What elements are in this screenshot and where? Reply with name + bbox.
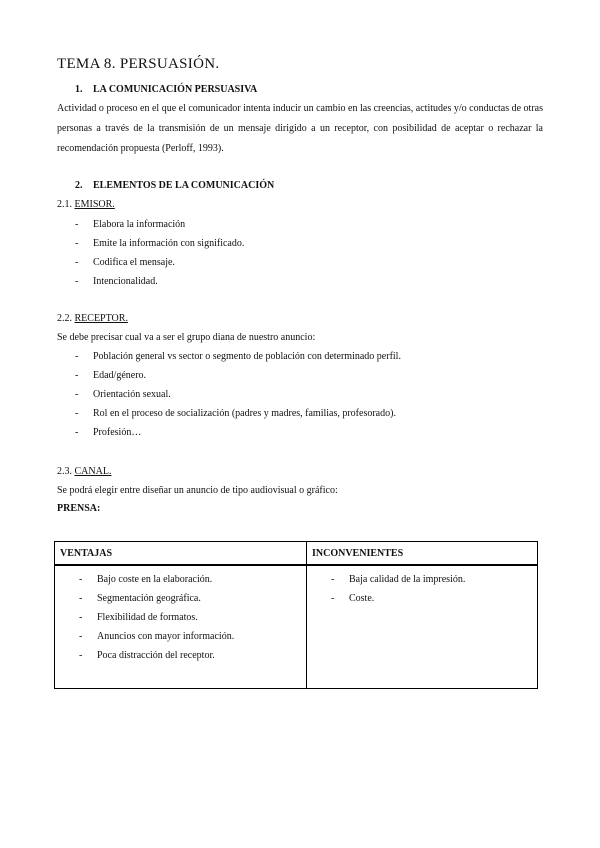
ventajas-cell: [55, 565, 307, 689]
list-item: - Coste.: [307, 589, 537, 608]
canal-subheading: [57, 466, 111, 477]
inconvenientes-cell: [307, 565, 538, 689]
page-title: TEMA 8. PERSUASIÓN.: [57, 56, 220, 72]
list-item: - Orientación sexual.: [57, 385, 401, 404]
receptor-number: 2.2.: [57, 313, 72, 324]
bullet-dash: -: [75, 427, 79, 438]
bullet-dash: -: [75, 219, 79, 230]
canal-number: 2.3.: [57, 466, 72, 477]
list-item: - Elabora la información: [57, 215, 244, 234]
emisor-label: EMISOR.: [74, 199, 115, 210]
bullet-dash: -: [79, 650, 83, 661]
section-1-number: 1.: [75, 84, 83, 95]
list-item: - Emite la información con significado.: [57, 234, 244, 253]
canal-intro: Se podrá elegir entre diseñar un anuncio de tipo audiovisual o gráfico:: [57, 485, 338, 496]
receptor-subheading: [57, 313, 128, 324]
list-item: - Anuncios con mayor información.: [55, 627, 306, 646]
list-item: - Flexibilidad de formatos.: [55, 608, 306, 627]
bullet-dash: -: [331, 574, 335, 585]
bullet-dash: -: [75, 351, 79, 362]
emisor-number: 2.1.: [57, 199, 72, 210]
canal-label: CANAL.: [74, 466, 112, 477]
prensa-table: [54, 541, 538, 689]
section-1-paragraph: Actividad o proceso en el que el comunicador intenta inducir un cambio en las creencias, actitudes y/o conductas de otras personas a través de la transmisión de un mensaje dirigido a un receptor, con posibilidad de aceptar o rechazar la recomendación propuesta (Perloff, 1993).: [57, 103, 543, 154]
bullet-dash: -: [75, 276, 79, 287]
list-item: - Intencionalidad.: [57, 272, 244, 291]
section-2-heading: [75, 180, 274, 191]
list-item: - Bajo coste en la elaboración.: [55, 570, 306, 589]
ventajas-header: VENTAJAS: [55, 542, 307, 566]
section-2-title: ELEMENTOS DE LA COMUNICACIÓN: [93, 180, 275, 191]
bullet-dash: -: [75, 408, 79, 419]
bullet-dash: -: [79, 631, 83, 642]
list-item: - Rol en el proceso de socialización (padres y madres, familias, profesorado).: [57, 404, 401, 423]
bullet-dash: -: [75, 238, 79, 249]
bullet-dash: -: [79, 593, 83, 604]
bullet-dash: -: [79, 574, 83, 585]
table-header-row: [55, 542, 538, 566]
bullet-dash: -: [75, 370, 79, 381]
prensa-heading: PRENSA:: [57, 503, 101, 514]
list-item: - Población general vs sector o segmento de población con determinado perfil.: [57, 347, 401, 366]
list-item: - Segmentación geográfica.: [55, 589, 306, 608]
bullet-dash: -: [79, 612, 83, 623]
bullet-dash: -: [75, 257, 79, 268]
table-row: [55, 565, 538, 689]
list-item: - Profesión…: [57, 423, 401, 442]
bullet-dash: -: [75, 389, 79, 400]
list-item: - Edad/género.: [57, 366, 401, 385]
receptor-list: [57, 347, 401, 442]
section-1-heading: [75, 84, 257, 95]
ventajas-list: [55, 570, 306, 665]
section-1-title: LA COMUNICACIÓN PERSUASIVA: [93, 84, 258, 95]
receptor-intro: Se debe precisar cual va a ser el grupo diana de nuestro anuncio:: [57, 332, 316, 343]
emisor-list: [57, 215, 244, 291]
list-item: - Poca distracción del receptor.: [55, 646, 306, 665]
inconvenientes-header: INCONVENIENTES: [307, 542, 538, 566]
list-item: - Baja calidad de la impresión.: [307, 570, 537, 589]
section-2-number: 2.: [75, 180, 83, 191]
list-item: - Codifica el mensaje.: [57, 253, 244, 272]
bullet-dash: -: [331, 593, 335, 604]
inconvenientes-list: [307, 570, 537, 608]
receptor-label: RECEPTOR.: [74, 313, 128, 324]
emisor-subheading: [57, 199, 115, 210]
